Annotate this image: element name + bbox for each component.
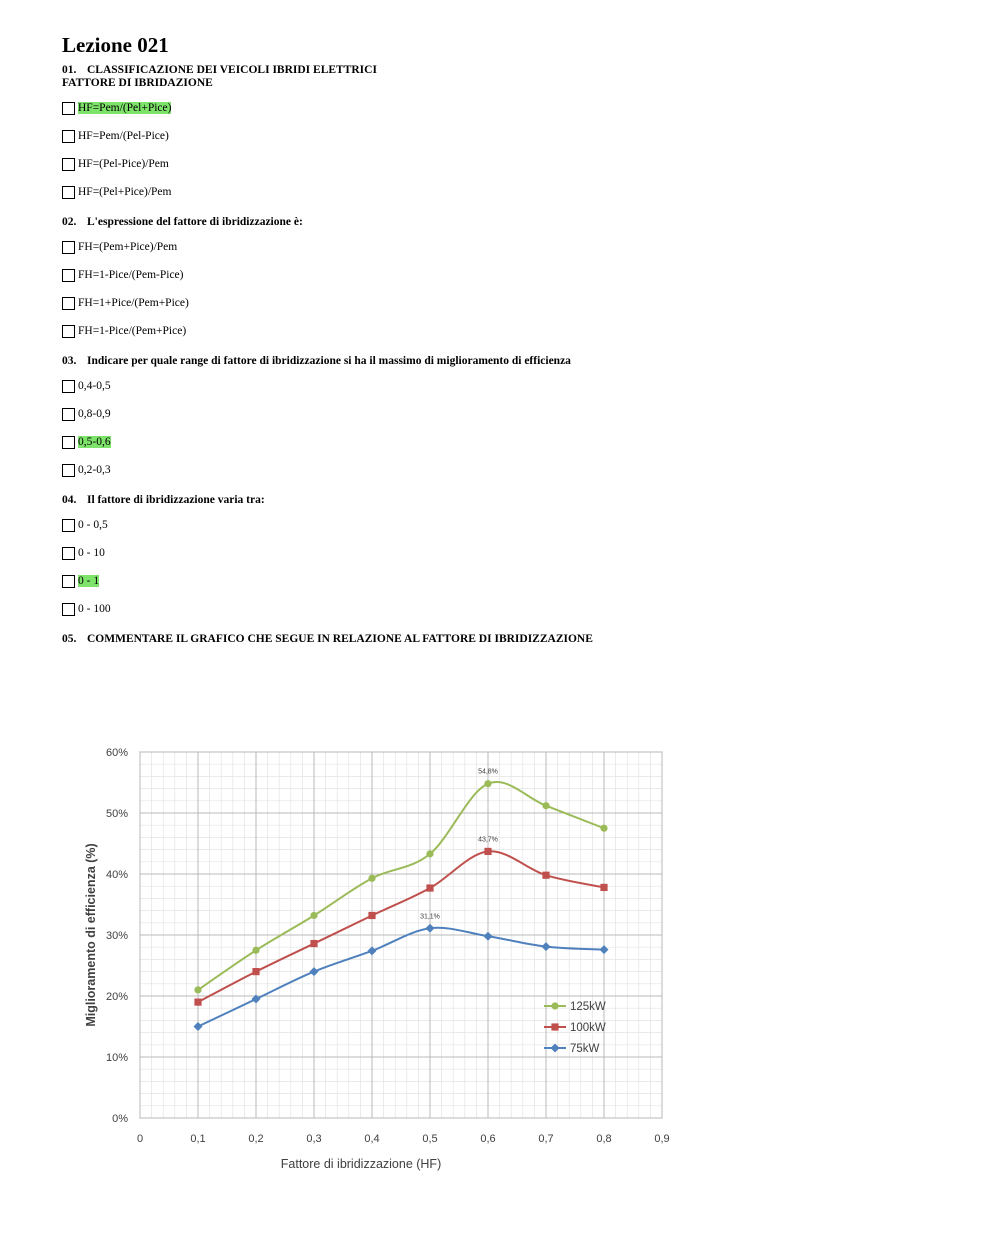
x-tick-label: 0,4 xyxy=(364,1133,380,1145)
question-1 xyxy=(62,64,942,200)
question-number: 03. xyxy=(62,355,77,367)
x-axis-label: Fattore di ibridizzazione (HF) xyxy=(280,1157,442,1171)
efficiency-chart xyxy=(80,740,680,1180)
answer-checkbox[interactable] xyxy=(62,325,75,338)
y-tick-label: 30% xyxy=(105,930,128,942)
question-title-text: CLASSIFICAZIONE DEI VEICOLI IBRIDI ELETTRICI xyxy=(87,64,377,76)
answer-checkbox[interactable] xyxy=(62,547,75,560)
answer-label: HF=Pem/(Pel+Pice) xyxy=(78,102,172,114)
x-tick-label: 0,3 xyxy=(306,1133,322,1145)
y-tick-label: 60% xyxy=(105,747,128,759)
answer-option[interactable] xyxy=(62,517,942,533)
question-title-line xyxy=(62,77,942,90)
answer-checkbox[interactable] xyxy=(62,130,75,143)
answer-label: 0 - 100 xyxy=(78,603,111,615)
data-point xyxy=(426,884,433,891)
legend xyxy=(544,1001,606,1055)
question-5 xyxy=(62,633,942,646)
x-tick-label: 0,2 xyxy=(248,1133,264,1145)
answer-checkbox[interactable] xyxy=(62,464,75,477)
answer-label: 0,8-0,9 xyxy=(78,408,111,420)
x-tick-label: 0 xyxy=(136,1133,144,1145)
y-axis-label: Miglioramento di efficienza (%) xyxy=(84,843,98,1027)
question-title xyxy=(62,64,942,90)
answer-option[interactable] xyxy=(62,128,942,144)
x-tick-label: 0,5 xyxy=(422,1133,438,1145)
answer-checkbox[interactable] xyxy=(62,102,75,115)
y-tick-label: 50% xyxy=(105,808,128,820)
answer-label: 0 - 10 xyxy=(78,547,105,559)
x-tick-label: 0,9 xyxy=(654,1133,670,1145)
question-title-line xyxy=(62,494,942,507)
question-4 xyxy=(62,494,942,617)
lesson-title: Lezione 021 xyxy=(62,33,169,57)
peak-data-label: 54,8% xyxy=(478,768,498,776)
answer-label: HF=(Pel+Pice)/Pem xyxy=(78,186,172,198)
question-2 xyxy=(62,216,942,339)
answer-checkbox[interactable] xyxy=(62,158,75,171)
answer-label: FH=1-Pice/(Pem+Pice) xyxy=(78,325,187,337)
data-point xyxy=(484,848,491,855)
x-tick-label: 0,7 xyxy=(538,1133,554,1145)
question-title-text: FATTORE DI IBRIDAZIONE xyxy=(62,77,213,89)
peak-data-label: 43,7% xyxy=(478,836,498,844)
x-tick-label: 0,1 xyxy=(190,1133,206,1145)
question-title-line xyxy=(62,216,942,229)
answer-checkbox[interactable] xyxy=(62,436,75,449)
data-point xyxy=(368,912,375,919)
answer-label: 0,2-0,3 xyxy=(78,464,111,476)
answer-label: 0 - 0,5 xyxy=(78,519,108,531)
question-number: 04. xyxy=(62,494,77,506)
answer-option[interactable] xyxy=(62,295,942,311)
answer-option[interactable] xyxy=(62,184,942,200)
legend-label: 125kW xyxy=(570,1001,606,1013)
data-point xyxy=(426,850,433,857)
answer-options xyxy=(62,378,942,478)
answer-option[interactable] xyxy=(62,267,942,283)
legend-label: 100kW xyxy=(570,1022,606,1034)
answer-option[interactable] xyxy=(62,406,942,422)
answer-label: 0 - 1 xyxy=(78,575,100,587)
question-title-line xyxy=(62,355,942,368)
answer-checkbox[interactable] xyxy=(62,241,75,254)
question-title-text: Indicare per quale range di fattore di ibridizzazione si ha il massimo di miglioramento di efficienza xyxy=(87,355,571,367)
answer-option[interactable] xyxy=(62,573,942,589)
question-number: 02. xyxy=(62,216,77,228)
y-tick-label: 40% xyxy=(105,869,128,881)
data-point xyxy=(194,999,201,1006)
y-tick-label: 0% xyxy=(112,1113,128,1125)
data-point xyxy=(600,825,607,832)
answer-option[interactable] xyxy=(62,323,942,339)
answer-label: FH=(Pem+Pice)/Pem xyxy=(78,241,178,253)
question-number: 01. xyxy=(62,64,77,76)
question-list xyxy=(62,64,942,646)
answer-label: 0,5-0,6 xyxy=(78,436,111,448)
answer-option[interactable] xyxy=(62,239,942,255)
question-title-line xyxy=(62,64,942,77)
answer-option[interactable] xyxy=(62,156,942,172)
x-tick-label: 0,8 xyxy=(596,1133,612,1145)
data-point xyxy=(542,872,549,879)
y-tick-label: 20% xyxy=(105,991,128,1003)
data-point xyxy=(542,802,549,809)
question-title xyxy=(62,633,942,646)
legend-label: 75kW xyxy=(570,1043,600,1055)
question-number: 05. xyxy=(62,633,77,645)
answer-checkbox[interactable] xyxy=(62,603,75,616)
answer-label: HF=(Pel-Pice)/Pem xyxy=(78,158,169,170)
answer-option[interactable] xyxy=(62,462,942,478)
answer-checkbox[interactable] xyxy=(62,380,75,393)
data-point xyxy=(600,884,607,891)
data-point xyxy=(310,940,317,947)
answer-label: 0,4-0,5 xyxy=(78,380,111,392)
answer-options xyxy=(62,517,942,617)
data-point xyxy=(252,968,259,975)
document-page xyxy=(62,32,942,646)
question-title xyxy=(62,355,942,368)
answer-checkbox[interactable] xyxy=(62,408,75,421)
question-title-text: Il fattore di ibridizzazione varia tra: xyxy=(87,494,265,506)
peak-data-label: 31,1% xyxy=(420,913,440,921)
legend-marker xyxy=(551,1023,558,1030)
question-title-line xyxy=(62,633,942,646)
answer-options xyxy=(62,100,942,200)
question-3 xyxy=(62,355,942,478)
legend-marker xyxy=(551,1002,558,1009)
answer-checkbox[interactable] xyxy=(62,269,75,282)
answer-label: HF=Pem/(Pel-Pice) xyxy=(78,130,169,142)
question-title-text: L'espressione del fattore di ibridizzazione è: xyxy=(87,216,303,228)
question-title-text: COMMENTARE IL GRAFICO CHE SEGUE IN RELAZIONE AL FATTORE DI IBRIDIZZAZIONE xyxy=(87,633,593,645)
question-title xyxy=(62,494,942,507)
answer-option[interactable] xyxy=(62,434,942,450)
answer-checkbox[interactable] xyxy=(62,186,75,199)
answer-checkbox[interactable] xyxy=(62,575,75,588)
y-tick-label: 10% xyxy=(105,1052,128,1064)
answer-option[interactable] xyxy=(62,378,942,394)
data-point xyxy=(194,986,201,993)
question-title xyxy=(62,216,942,229)
answer-checkbox[interactable] xyxy=(62,519,75,532)
answer-label: FH=1+Pice/(Pem+Pice) xyxy=(78,297,189,309)
data-point xyxy=(310,912,317,919)
x-tick-label: 0,6 xyxy=(480,1133,496,1145)
answer-option[interactable] xyxy=(62,545,942,561)
answer-options xyxy=(62,239,942,339)
data-point xyxy=(368,875,375,882)
data-point xyxy=(252,947,259,954)
data-point xyxy=(484,780,491,787)
answer-option[interactable] xyxy=(62,601,942,617)
answer-option[interactable] xyxy=(62,100,942,116)
efficiency-chart-svg xyxy=(80,740,680,1180)
answer-label: FH=1-Pice/(Pem-Pice) xyxy=(78,269,184,281)
answer-checkbox[interactable] xyxy=(62,297,75,310)
